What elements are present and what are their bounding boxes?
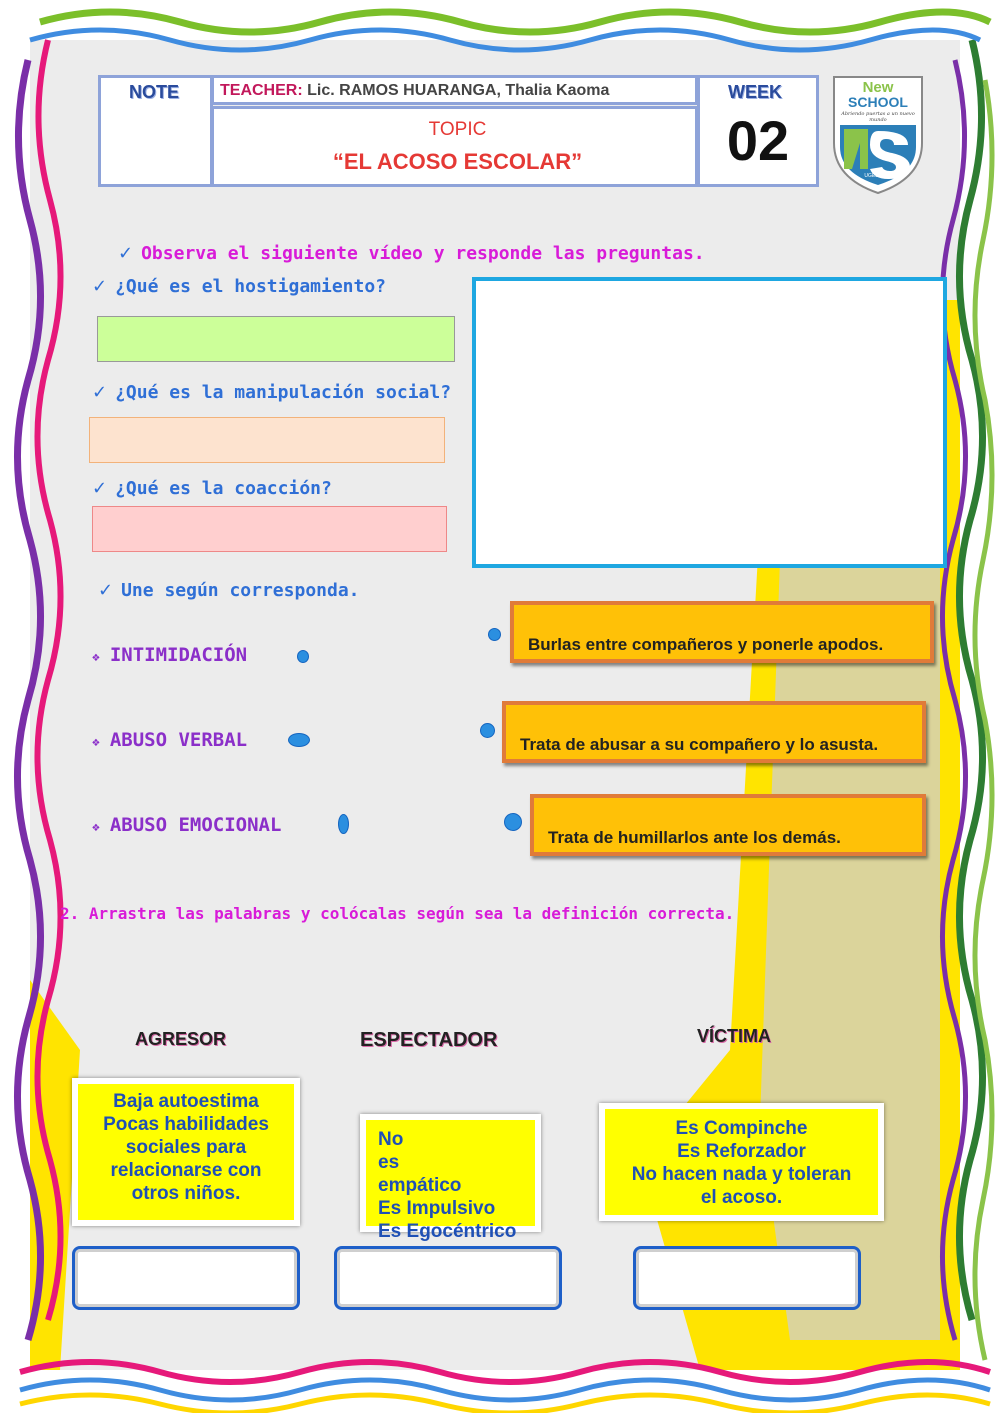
check-icon: ✓ (98, 580, 114, 601)
instruction-match: ✓ Une según corresponda. (98, 580, 360, 601)
check-icon: ✓ (92, 478, 108, 499)
term-abuso-verbal-dot[interactable] (288, 733, 310, 747)
teacher-label: TEACHER: (220, 82, 303, 99)
definition-1-dot[interactable] (488, 628, 501, 641)
term-intimidacion: ❖ INTIMIDACIÓN (92, 644, 248, 666)
answer-manipulacion-input[interactable] (89, 417, 445, 463)
school-logo (830, 73, 926, 195)
term-abuso-emocional: ❖ ABUSO EMOCIONAL (92, 814, 282, 836)
draggable-card-victima[interactable]: Es Compinche Es Reforzador No hacen nada y toleran el acoso. (599, 1103, 884, 1221)
definition-3-dot[interactable] (504, 813, 522, 831)
week-number: 02 (726, 109, 790, 172)
check-icon: ✓ (92, 276, 108, 297)
note-cell (98, 75, 213, 187)
question-hostigamiento: ✓ ¿Qué es el hostigamiento? (92, 276, 387, 297)
drop-zone-2[interactable] (334, 1246, 562, 1310)
check-icon: ✓ (118, 243, 134, 264)
definition-box-humillar: Trata de humillarlos ante los demás. (530, 794, 926, 856)
diamond-bullet-icon: ❖ (92, 820, 100, 835)
note-label: NOTE (129, 82, 180, 102)
definition-2-dot[interactable] (480, 723, 495, 738)
week-cell (697, 75, 819, 187)
definition-box-asusta: Trata de abusar a su compañero y lo asusta. (502, 701, 926, 763)
logo-tagline: Abriendo puertas a un nuevo mundo (841, 111, 915, 123)
teacher-name: Lic. RAMOS HUARANGA, Thalia Kaoma (307, 82, 610, 99)
answer-coaccion-input[interactable] (92, 506, 447, 552)
diamond-bullet-icon: ❖ (92, 650, 100, 665)
logo-line2: SCHOOL (848, 94, 908, 110)
role-victima: VÍCTIMA (697, 1026, 771, 1046)
teacher-line (220, 82, 609, 100)
diamond-bullet-icon: ❖ (92, 735, 100, 750)
check-icon: ✓ (92, 382, 108, 403)
question-manipulacion: ✓ ¿Qué es la manipulación social? (92, 382, 452, 403)
role-espectador: ESPECTADOR (360, 1029, 498, 1051)
week-label: WEEK (728, 82, 782, 102)
topic-cell (211, 106, 698, 187)
definition-box-burlas: Burlas entre compañeros y ponerle apodos. (510, 601, 934, 663)
answer-hostigamiento-input[interactable] (97, 316, 455, 362)
drop-zone-1[interactable] (72, 1246, 300, 1310)
instruction-observe: ✓ Observa el siguiente vídeo y responde las preguntas. (118, 243, 705, 264)
term-abuso-emocional-dot[interactable] (338, 814, 349, 834)
question-coaccion: ✓ ¿Qué es la coacción? (92, 478, 332, 499)
role-agresor: AGRESOR (135, 1029, 227, 1049)
card-line-no-es: No es (378, 1129, 404, 1173)
video-player[interactable] (472, 277, 947, 568)
instruction-drag: 2. Arrastra las palabras y colócalas según sea la definición correcta. (60, 904, 735, 923)
term-abuso-verbal: ❖ ABUSO VERBAL (92, 729, 248, 751)
term-intimidacion-dot[interactable] (297, 650, 309, 663)
teacher-cell (211, 75, 698, 105)
topic-title: “EL ACOSO ESCOLAR” (332, 149, 583, 174)
topic-label: TOPIC (428, 119, 487, 140)
logo-code: UGEL Nº 06 (864, 173, 892, 179)
draggable-card-espectador[interactable]: No es empático Es Impulsivo Es Egocéntrico (360, 1114, 541, 1232)
logo-line1: New (862, 79, 894, 96)
draggable-card-agresor[interactable]: Baja autoestima Pocas habilidades sociales para relacionarse con otros niños. (72, 1078, 300, 1226)
drop-zone-3[interactable] (633, 1246, 861, 1310)
